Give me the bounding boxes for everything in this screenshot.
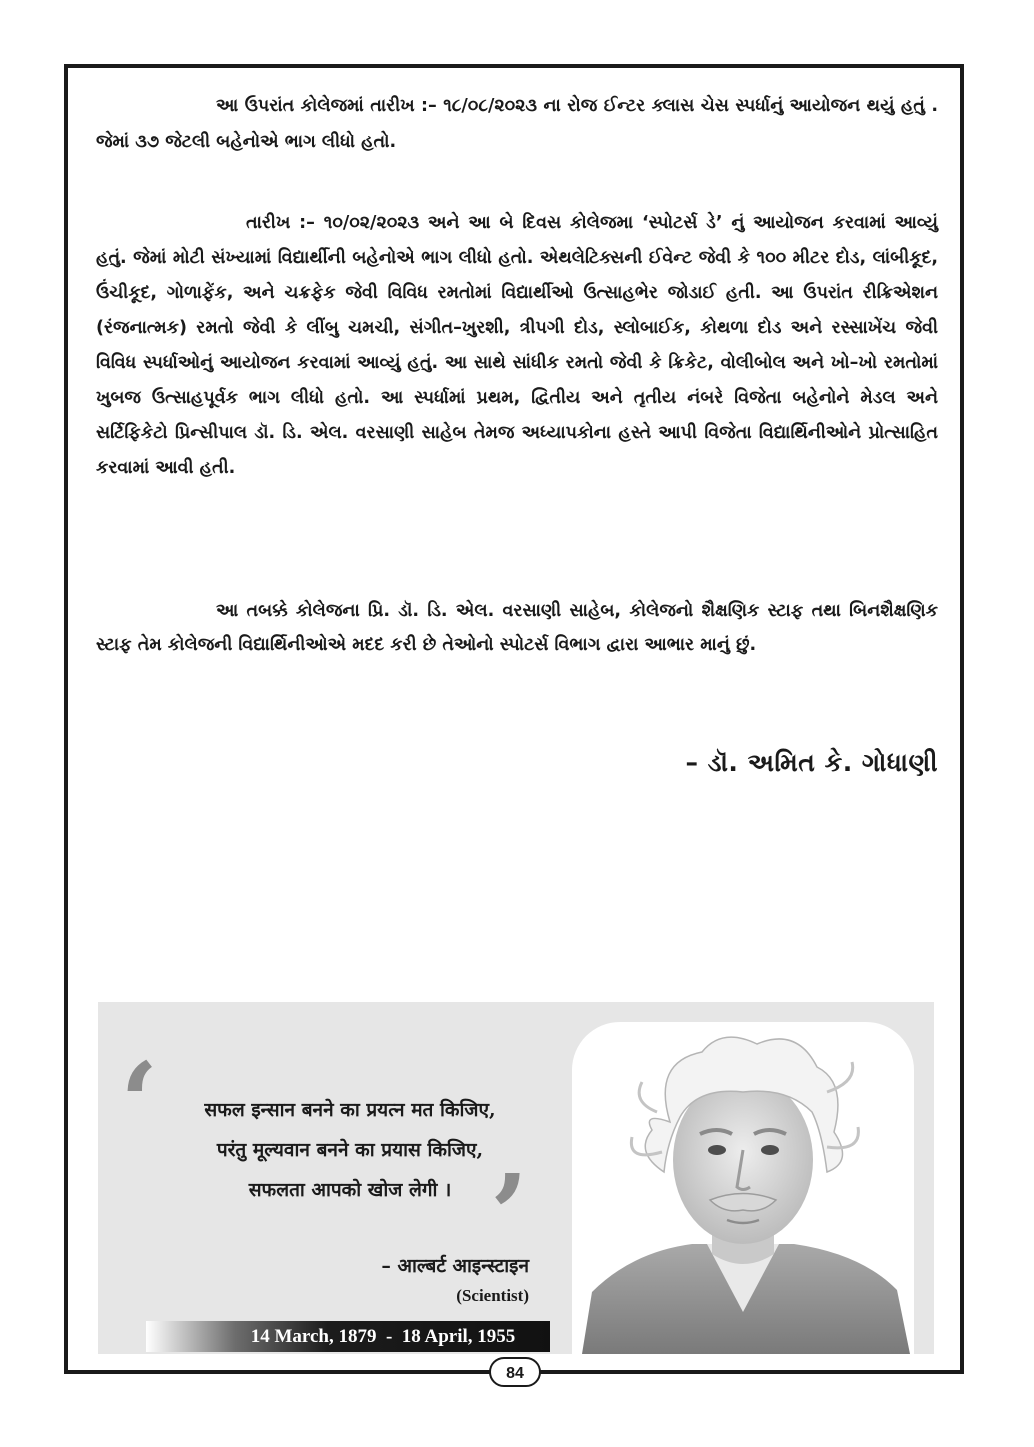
closing-quote-mark: ’	[490, 1150, 529, 1279]
paragraph-chess-competition: આ ઉપરાંત કોલેજમાં તારીખ :– ૧૮/૦૮/૨૦૨૩ ના રોજ ઈન્ટર ક્લાસ ચેસ સ્પર્ધાનું આયોજન થયું હતું . જેમાં ૩૭ જેટલી બહેનોએ ભાગ લીધો હતો.	[96, 96, 938, 152]
life-dates: 14 March, 1879 - 18 April, 1955	[250, 1326, 516, 1347]
quote-author: – आल्बर्ट आइन्स्टाइन	[381, 1255, 529, 1277]
einstein-portrait-image	[572, 1022, 914, 1354]
quote-line: सफल इन्सान बनने का प्रयत्न मत किजिए,	[204, 1099, 496, 1121]
page-number: 84	[489, 1357, 541, 1387]
quote-author-role: (Scientist)	[456, 1286, 529, 1305]
opening-quote-mark: ‘	[120, 1038, 159, 1167]
quote-text	[150, 1090, 550, 1210]
portrait-illustration	[572, 1022, 914, 1354]
signature: – ડૉ. અમિત કે. ગોધાણી	[685, 748, 938, 777]
paragraph-sports-day: તારીખ :– ૧૦/૦૨/૨૦૨૩ અને આ બે દિવસ કોલેજમા ‘સ્પોટર્સ ડે’ નું આયોજન કરવામાં આવ્યું હતું. જેમાં મોટી સંખ્યામાં વિદ્યાર્થીની બહેનોએ ભાગ લીધો હતો. એથલેટિક્સની ઈવેન્ટ જેવી કે ૧૦૦ મીટર દોડ, લાંબીકૂદ, ઉંચીકૂદ, ગોળાફેંક, અને ચક્રફેક જેવી વિવિધ રમતોમાં વિદ્યાર્થીઓ ઉત્સાહભેર જોડાઈ હતી. આ ઉપરાંત રીક્રિએશન (રંજનાત્મક) રમતો જેવી કે લીંબુ ચમચી, સંગીત–ખુરશી, ત્રીપગી દોડ, સ્લોબાઈક, કોથળા દોડ અને રસ્સાખેંચ જેવી વિવિધ સ્પર્ધાઓનું આયોજન કરવામાં આવ્યું હતું. આ સાથે સાંધીક રમતો જેવી કે ક્રિકેટ, વોલીબોલ અને ખો–ખો રમતોમાં ખુબજ ઉત્સાહપૂર્વક ભાગ લીધો હતો. આ સ્પર્ધામાં પ્રથમ, દ્વિતીય અને તૃતીય નંબરે વિજેતા બહેનોને મેડલ અને સર્ટિફિકેટો પ્રિન્સીપાલ ડૉ. ડિ. એલ. વરસાણી સાહેબ તેમજ અધ્યાપકોના હસ્તે આપી વિજેતા વિદ્યાર્થિનીઓને પ્રોત્સાહિત કરવામાં આવી હતી.	[96, 213, 938, 478]
quote-line: परंतु मूल्यवान बनने का प्रयास किजिए,	[216, 1139, 484, 1161]
paragraph-acknowledgement: આ તબક્કે કોલેજના પ્રિ. ડૉ. ડિ. એલ. વરસાણી સાહેબ, કોલેજનો શૈક્ષણિક સ્ટાફ તથા બિનશૈક્ષણિક સ્ટાફ તેમ કોલેજની વિદ્યાર્થિનીઓએ મદદ કરી છે તેઓનો સ્પોટર્સ વિભાગ દ્વારા આભાર માનું છું.	[96, 601, 938, 655]
quote-line: सफलता आपको खोज लेगी ।	[248, 1179, 452, 1201]
